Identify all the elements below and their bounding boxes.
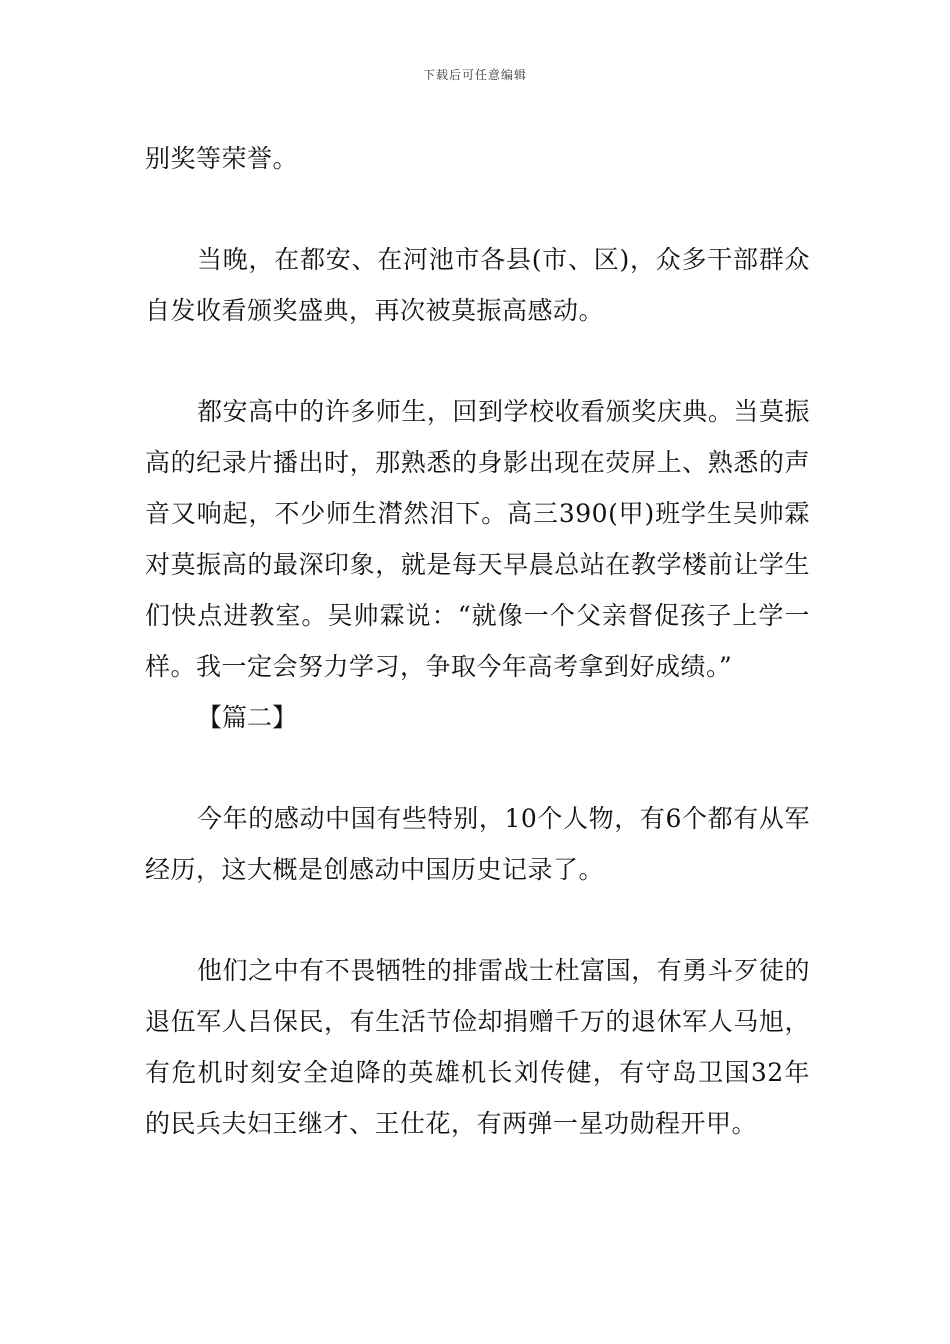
page-header-note: 下载后可任意编辑 <box>422 68 527 82</box>
paragraph-honorees-list: 他们之中有不畏牺牲的排雷战士杜富国，有勇斗歹徒的退伍军人吕保民，有生活节俭却捐赠千万的退休军人马旭，有危机时刻安全迫降的英雄机长刘传健，有守岛卫国32年的民兵夫妇王继才、王仕花，有两弹一星功勋程开甲。 <box>145 956 810 1138</box>
section-heading: 【篇二】 <box>197 703 298 732</box>
paragraph-continuation: 别奖等荣誉。 <box>145 144 299 173</box>
document-body <box>145 133 810 1149</box>
paragraph-school-viewing: 都安高中的许多师生，回到学校收看颁奖庆典。当莫振高的纪录片播出时，那熟悉的身影出现在荧屏上、熟悉的声音又响起，不少师生潸然泪下。高三390(甲)班学生吴帅霖对莫振高的最深印象，就是每天早晨总站在教学楼前让学生们快点进教室。吴帅霖说：“就像一个父亲督促孩子上学一样。我一定会努力学习，争取今年高考拿到好成绩。” <box>145 397 810 681</box>
paragraph-military-intro: 今年的感动中国有些特别，10个人物，有6个都有从军经历，这大概是创感动中国历史记录了。 <box>145 804 810 884</box>
paragraph-evening-broadcast: 当晚，在都安、在河池市各县(市、区)，众多干部群众自发收看颁奖盛典，再次被莫振高感动。 <box>145 245 810 325</box>
